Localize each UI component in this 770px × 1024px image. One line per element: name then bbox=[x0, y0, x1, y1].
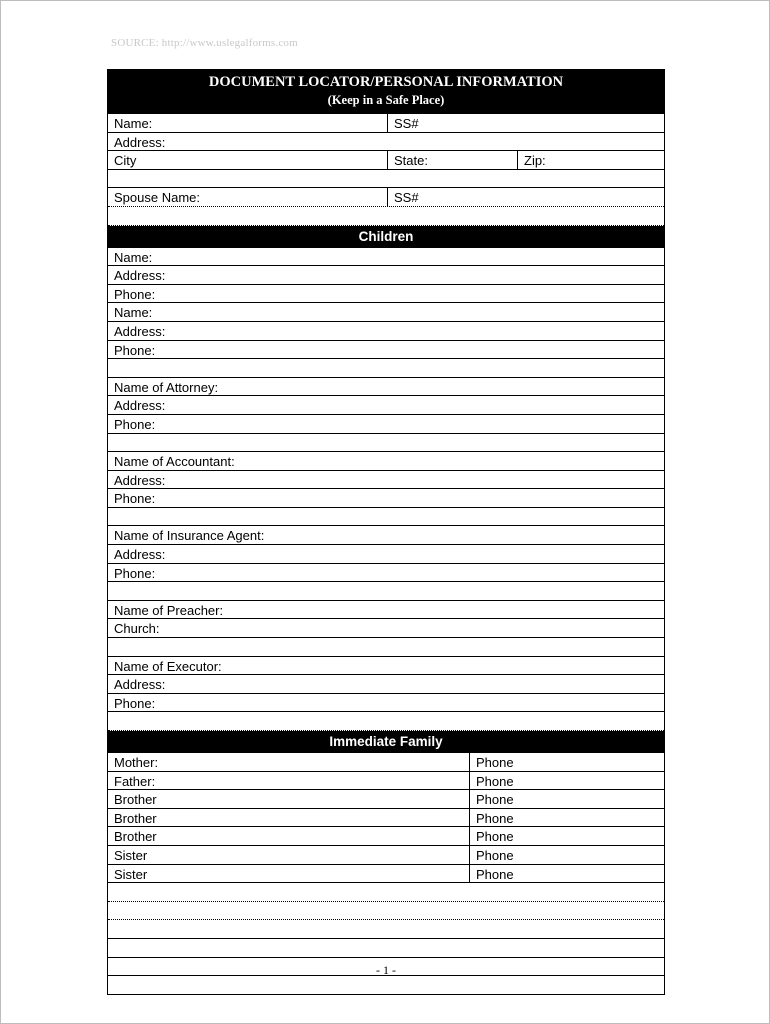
table-row bbox=[108, 303, 664, 322]
spouse-ss-label: SS# bbox=[394, 190, 419, 206]
preacher-church-label: Church: bbox=[114, 621, 160, 637]
blank-row bbox=[108, 976, 664, 995]
immediate-family-band: Immediate Family bbox=[107, 731, 665, 753]
children-band: Children bbox=[107, 226, 665, 248]
table-row bbox=[108, 151, 664, 170]
table-row bbox=[108, 675, 664, 694]
mother-phone-label: Phone bbox=[476, 755, 514, 770]
blank-row bbox=[108, 434, 664, 453]
city-label: City bbox=[108, 151, 388, 169]
blank-row bbox=[108, 582, 664, 601]
table-row bbox=[108, 489, 664, 508]
child1-address-label: Address: bbox=[114, 268, 166, 284]
source-watermark: SOURCE: http://www.uslegalforms.com bbox=[111, 37, 298, 49]
table-row bbox=[108, 285, 664, 304]
child1-phone-label: Phone: bbox=[114, 286, 156, 302]
table-row bbox=[108, 827, 664, 846]
table-row bbox=[108, 545, 664, 564]
table-row bbox=[108, 619, 664, 638]
table-row bbox=[108, 341, 664, 360]
insurance-agent-phone-label: Phone: bbox=[114, 565, 156, 581]
blank-row bbox=[108, 939, 664, 958]
table-row bbox=[108, 415, 664, 434]
table-row bbox=[108, 452, 664, 471]
table-row bbox=[108, 378, 664, 397]
blank-row bbox=[108, 359, 664, 378]
table-row bbox=[108, 846, 664, 865]
blank-row bbox=[108, 883, 664, 902]
blank-row bbox=[108, 902, 664, 921]
table-row bbox=[108, 809, 664, 828]
table-row bbox=[108, 694, 664, 713]
page-footer: - 1 - bbox=[376, 963, 396, 977]
table-row bbox=[108, 772, 664, 791]
preacher-name-label: Name of Preacher: bbox=[114, 602, 224, 618]
table-row bbox=[108, 471, 664, 490]
insurance-agent-address-label: Address: bbox=[114, 547, 166, 563]
father-label: Father: bbox=[108, 772, 470, 790]
attorney-phone-label: Phone: bbox=[114, 416, 156, 432]
blank-row bbox=[108, 207, 664, 226]
brother2-phone-label: Phone bbox=[476, 810, 514, 826]
executor-name-label: Name of Executor: bbox=[114, 658, 222, 674]
children-block bbox=[107, 248, 665, 731]
state-label: State: bbox=[388, 151, 518, 169]
blank-row bbox=[108, 712, 664, 731]
accountant-name-label: Name of Accountant: bbox=[114, 454, 235, 470]
table-row bbox=[108, 601, 664, 620]
brother1-label: Brother bbox=[108, 790, 470, 808]
table-row bbox=[108, 753, 664, 772]
blank-row bbox=[108, 508, 664, 527]
attorney-name-label: Name of Attorney: bbox=[114, 379, 219, 395]
address-label: Address: bbox=[114, 134, 166, 150]
blank-row bbox=[108, 920, 664, 939]
table-row bbox=[108, 266, 664, 285]
accountant-phone-label: Phone: bbox=[114, 491, 156, 507]
table-row bbox=[108, 133, 664, 152]
child2-name-label: Name: bbox=[114, 305, 153, 321]
table-row bbox=[108, 322, 664, 341]
child2-address-label: Address: bbox=[114, 323, 166, 339]
ss-label: SS# bbox=[394, 116, 419, 131]
brother3-label: Brother bbox=[108, 827, 470, 845]
personal-info-block bbox=[107, 114, 665, 226]
form-title-band bbox=[107, 69, 665, 114]
sister2-phone-label: Phone bbox=[476, 866, 514, 882]
table-row bbox=[108, 114, 664, 133]
accountant-address-label: Address: bbox=[114, 472, 166, 488]
child1-name-label: Name: bbox=[114, 249, 153, 265]
executor-phone-label: Phone: bbox=[114, 695, 156, 711]
table-row bbox=[108, 657, 664, 676]
page-subtitle: (Keep in a Safe Place) bbox=[327, 93, 445, 107]
table-row bbox=[108, 188, 664, 207]
table-row bbox=[108, 790, 664, 809]
executor-address-label: Address: bbox=[114, 677, 166, 693]
sister1-label: Sister bbox=[108, 846, 470, 864]
brother1-phone-label: Phone bbox=[476, 792, 514, 808]
brother2-label: Brother bbox=[108, 809, 470, 827]
page-title: DOCUMENT LOCATOR/PERSONAL INFORMATION bbox=[208, 74, 564, 90]
zip-label: Zip: bbox=[524, 153, 546, 169]
child2-phone-label: Phone: bbox=[114, 342, 156, 358]
table-row bbox=[108, 526, 664, 545]
mother-label: Mother: bbox=[108, 753, 470, 771]
sister2-label: Sister bbox=[108, 865, 470, 883]
table-row bbox=[108, 248, 664, 267]
table-row bbox=[108, 396, 664, 415]
table-row bbox=[108, 564, 664, 583]
immediate-family-block bbox=[107, 753, 665, 995]
attorney-address-label: Address: bbox=[114, 398, 166, 414]
blank-row bbox=[108, 638, 664, 657]
sister1-phone-label: Phone bbox=[476, 847, 514, 863]
spouse-name-label: Spouse Name: bbox=[108, 188, 388, 206]
table-row bbox=[108, 865, 664, 884]
blank-row bbox=[108, 170, 664, 189]
insurance-agent-name-label: Name of Insurance Agent: bbox=[114, 528, 265, 544]
brother3-phone-label: Phone bbox=[476, 829, 514, 845]
form-body bbox=[107, 69, 665, 995]
name-label: Name: bbox=[108, 114, 388, 132]
father-phone-label: Phone bbox=[476, 773, 514, 789]
